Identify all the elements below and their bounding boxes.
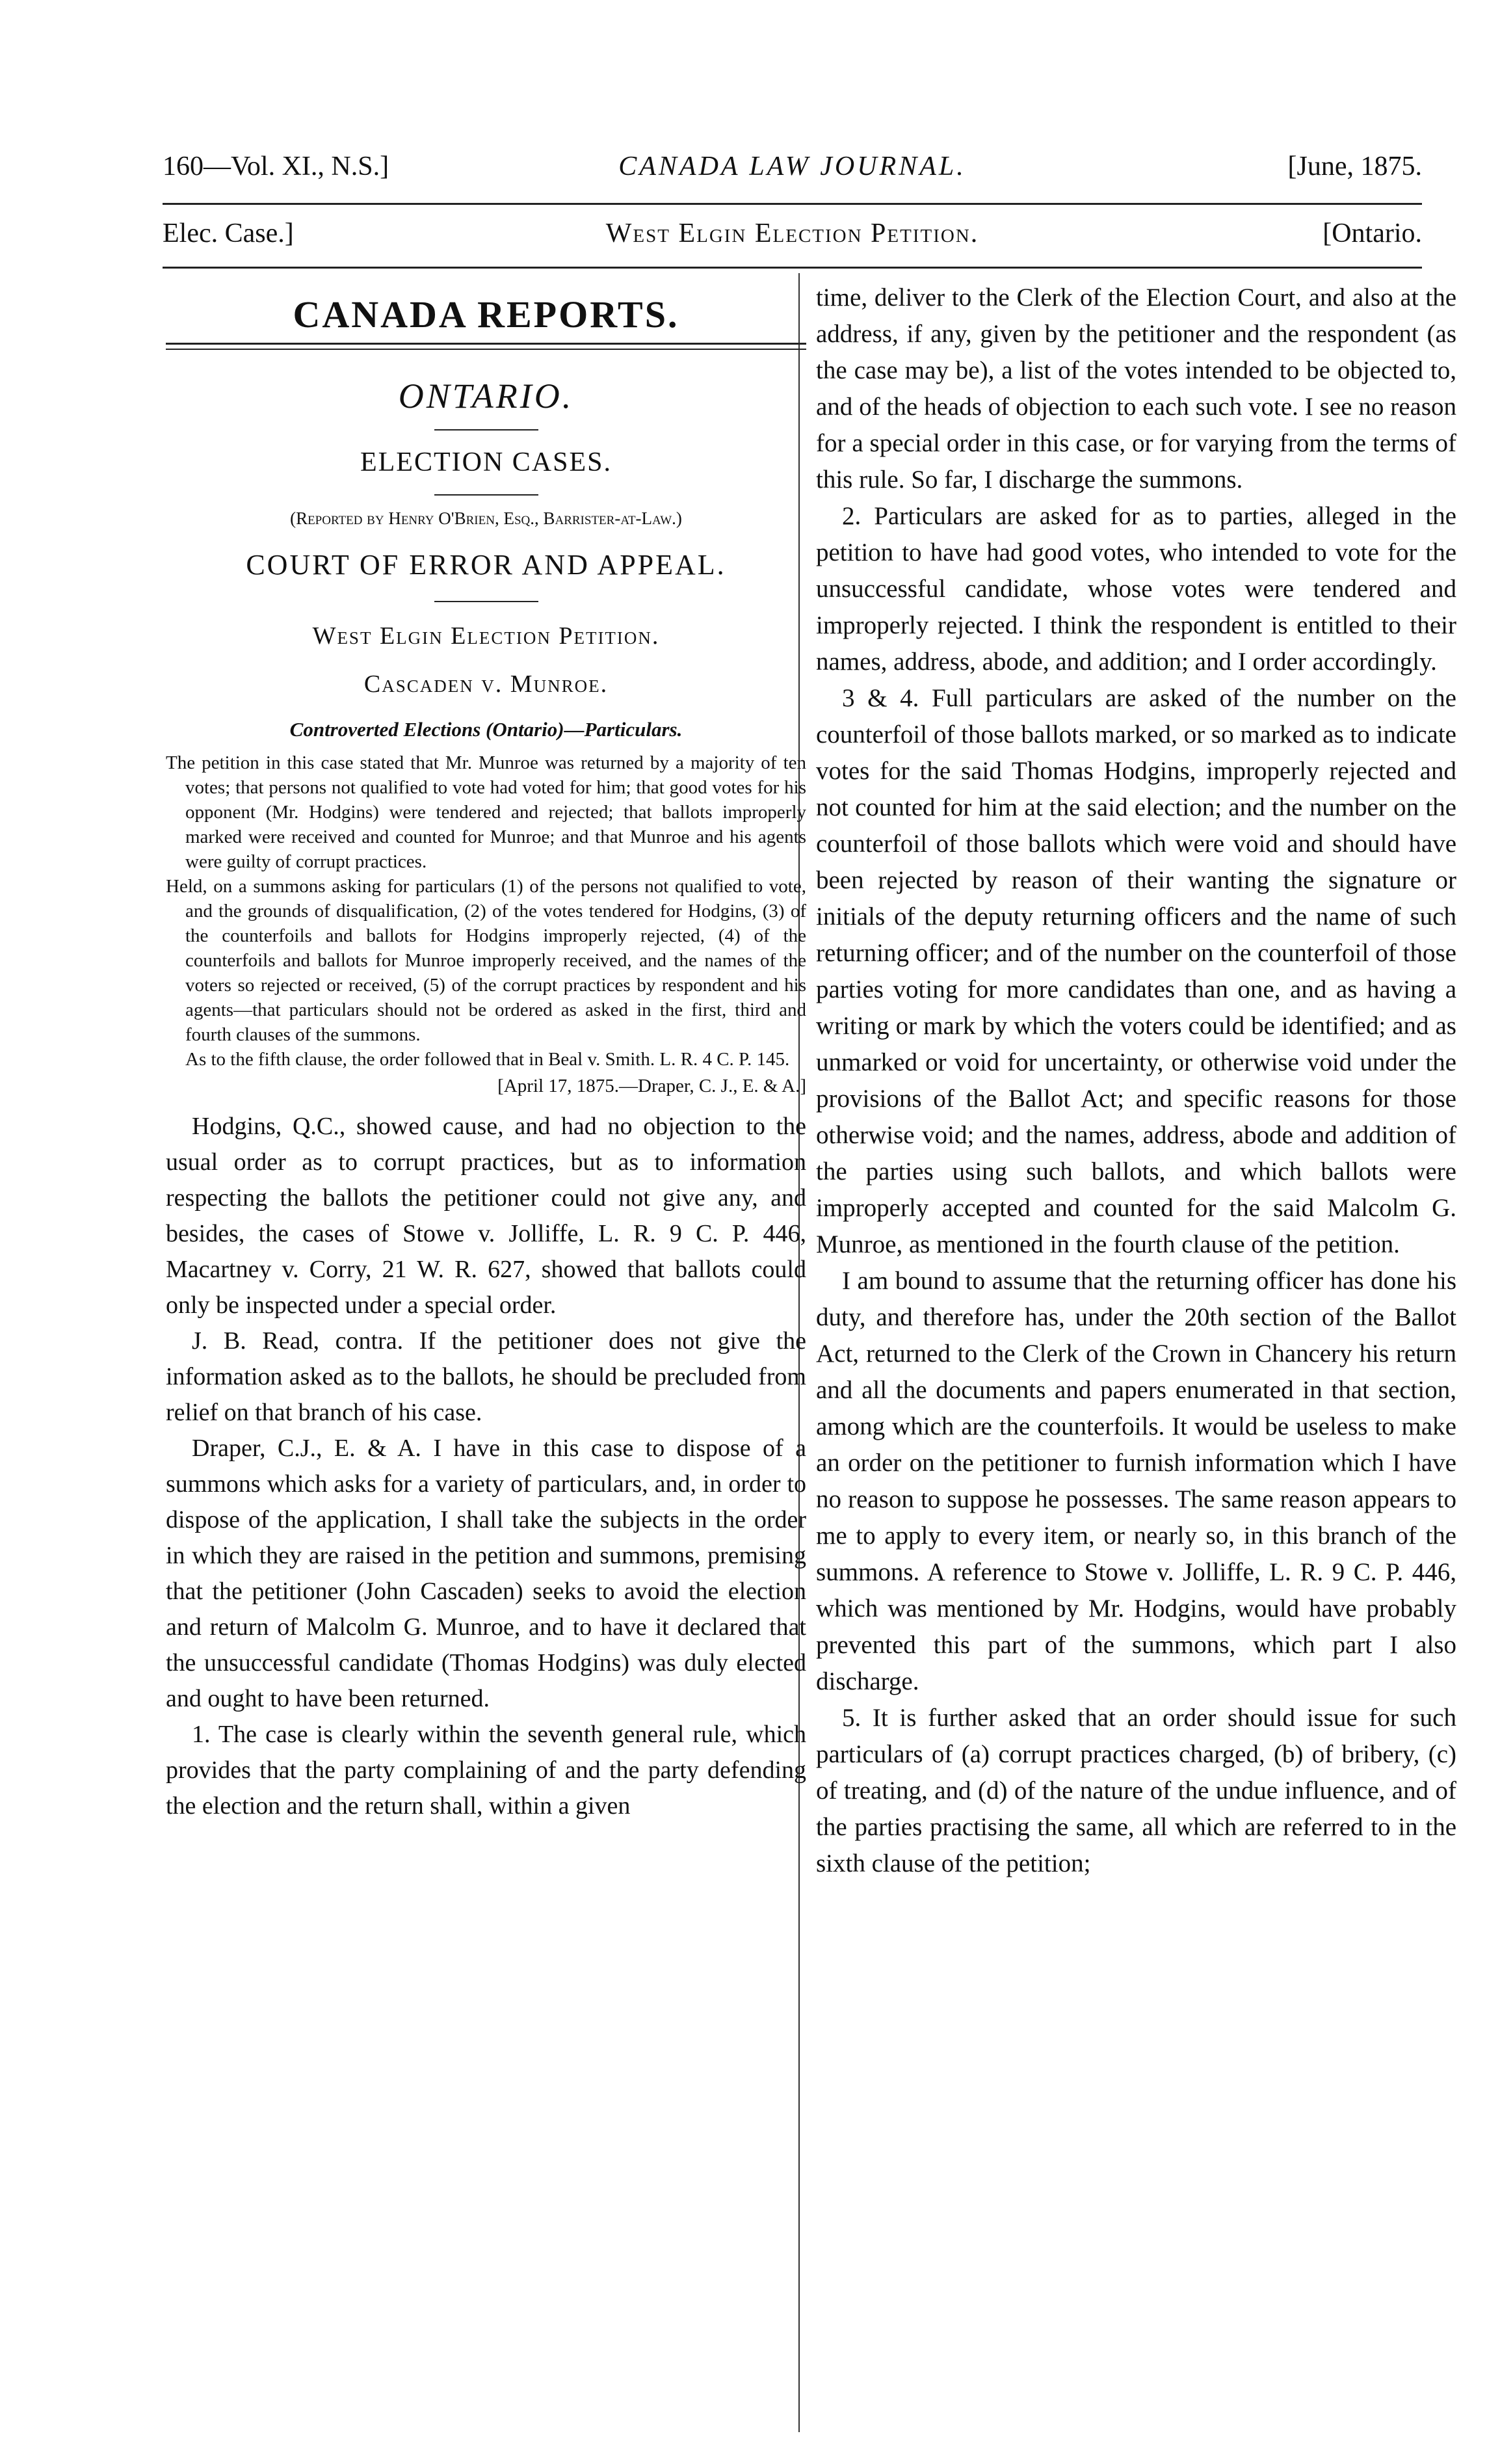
title-double-rule	[166, 343, 806, 350]
right-column	[816, 280, 1456, 2426]
headnote-paragraph: The petition in this case stated that Mr. Munroe was returned by a majority of ten votes; that persons not qualified to vote had voted for him; that good votes for his opponent (Mr. Hodgins) were tendered and rejected; that ballots improperly marked were received and counted for Munroe; and that Munroe and his agents were guilty of corrupt practices.	[166, 752, 806, 872]
headnote-paragraph: As to the fifth clause, the order followed that in Beal v. Smith. L. R. 4 C. P. 145.	[185, 1049, 790, 1070]
body-paragraph: 3 & 4. Full particulars are asked of the number on the counterfoil of those ballots marked, or so marked as to indicate votes for the said Thomas Hodgins, improperly rejected and not counted for him at the said election; and the number on the counterfoil of those ballots which were void and should have been rejected by reason of their wanting the signature or initials of the deputy returning officers and the name of such returning officer; and of the number on the counterfoil of those parties voting for more candidates than one, and as having a writing or mark by which the voters could be identified; and as unmarked or void for uncertainty, or otherwise void under the provisions of the Ballot Act; and specific reasons for those otherwise void; and the names, address, abode and addition of the parties using such ballots, and which ballots were improperly accepted and counted for the said Malcolm G. Munroe, as mentioned in the fourth clause of the petition.	[816, 684, 1456, 1258]
headnote	[166, 750, 806, 1072]
body-paragraph: 1. The case is clearly within the seventh general rule, which provides that the party complaining of and the party defending the election and the return shall, within a given	[166, 1721, 806, 1820]
subject-heading: ELECTION CASES.	[360, 447, 612, 477]
short-rule	[434, 601, 538, 602]
province-heading: ONTARIO.	[398, 377, 574, 416]
case-parties: Cascaden v. Munroe.	[363, 670, 609, 698]
petition-heading: West Elgin Election Petition.	[312, 622, 660, 650]
right-body	[816, 280, 1456, 1882]
short-rule	[434, 429, 538, 431]
body-paragraph: I am bound to assume that the returning officer has done his duty, and therefore has, under the 20th section of the Ballot Act, returned to the Clerk of the Crown in Chancery his return and all the documents and papers enumerated in that section, among which are the counterfoils. It would be useless to make an order on the petitioner to furnish information which I have no reason to suppose he possesses. The same reason appears to me to apply to every item, or nearly so, in this branch of the summons. A reference to Stowe v. Jolliffe, L. R. 9 C. P. 446, which was mentioned by Mr. Hodgins, would have probably prevented this part of the summons, which part I also discharge.	[816, 1267, 1456, 1695]
body-paragraph: J. B. Read, contra. If the petitioner does not give the information asked as to the ballots, he should be precluded from relief on that branch of his case.	[166, 1327, 806, 1426]
running-header	[163, 218, 1422, 257]
left-column	[166, 280, 806, 2426]
issue-date: [June, 1875.	[1287, 152, 1422, 181]
running-title: West Elgin Election Petition.	[605, 219, 979, 248]
body-paragraph: Draper, C.J., E. & A. I have in this case to dispose of a summons which asks for a variety of particulars, and, in order to dispose of the application, I shall take the subjects in the order in which they are raised in the petition and summons, premising that the petitioner (John Cascaden) seeks to avoid the election and return of Malcolm G. Munroe, and to have it declared that the unsuccessful candidate (Thomas Hodgins) was duly elected and ought to have been returned.	[166, 1435, 806, 1712]
body-paragraph: time, deliver to the Clerk of the Election Court, and also at the address, if any, given by the petitioner and the respondent (as the case may be), a list of the votes intended to be objected to, and of the heads of objection to each such vote. I see no reason for a special order in this case, or for varying from the terms of this rule. So far, I discharge the summons.	[816, 284, 1456, 494]
running-header-rule	[163, 267, 1422, 269]
journal-title: CANADA LAW JOURNAL.	[618, 152, 966, 181]
body-paragraph: 5. It is further asked that an order should issue for such particulars of (a) corrupt practices charged, (b) of bribery, (c) of treating, and (d) of the nature of the undue influence, and of the parties practising the same, all which are referred to in the sixth clause of the petition;	[816, 1704, 1456, 1877]
page-volume: 160—Vol. XI., N.S.]	[163, 152, 389, 181]
header-rule	[163, 203, 1422, 205]
section-label: Elec. Case.]	[163, 219, 294, 248]
province-label: [Ontario.	[1322, 219, 1422, 248]
short-rule	[434, 494, 538, 496]
reports-title: CANADA REPORTS.	[293, 293, 679, 336]
page-header	[163, 151, 1422, 190]
body-paragraph: Hodgins, Q.C., showed cause, and had no objection to the usual order as to corrupt practices, but as to information respecting the ballots the petitioner could not give any, and besides, the cases of Stowe v. Jolliffe, L. R. 9 C. P. 446, Macartney v. Corry, 21 W. R. 627, showed that ballots could only be inspected under a special order.	[166, 1113, 806, 1319]
decision-date: [April 17, 1875.—Draper, C. J., E. & A.]	[497, 1076, 806, 1096]
headnote-paragraph: Held, on a summons asking for particulars (1) of the persons not qualified to vote, and the grounds of disqualification, (2) of the votes tendered for Hodgins, (3) of the counterfoils and ballots for Hodgins improperly rejected, (4) of the counterfoils and ballots for Munroe improperly received, and the names of the voters so rejected or received, (5) of the corrupt practices by respondent and his agents—that particulars should not be ordered as asked in the first, third and fourth clauses of the summons.	[166, 876, 806, 1045]
left-body	[166, 1109, 806, 1824]
reporter-line: (Reported by Henry O'Brien, Esq., Barrister-at-Law.)	[290, 509, 682, 528]
body-paragraph: 2. Particulars are asked for as to parties, alleged in the petition to have had good votes, who intended to vote for the unsuccessful candidate, whose votes were tendered and improperly rejected. I think the respondent is entitled to their names, address, abode, and addition; and I order accordingly.	[816, 502, 1456, 676]
catchline: Controverted Elections (Ontario)—Particulars.	[289, 718, 683, 741]
court-heading: COURT OF ERROR AND APPEAL.	[246, 549, 726, 581]
